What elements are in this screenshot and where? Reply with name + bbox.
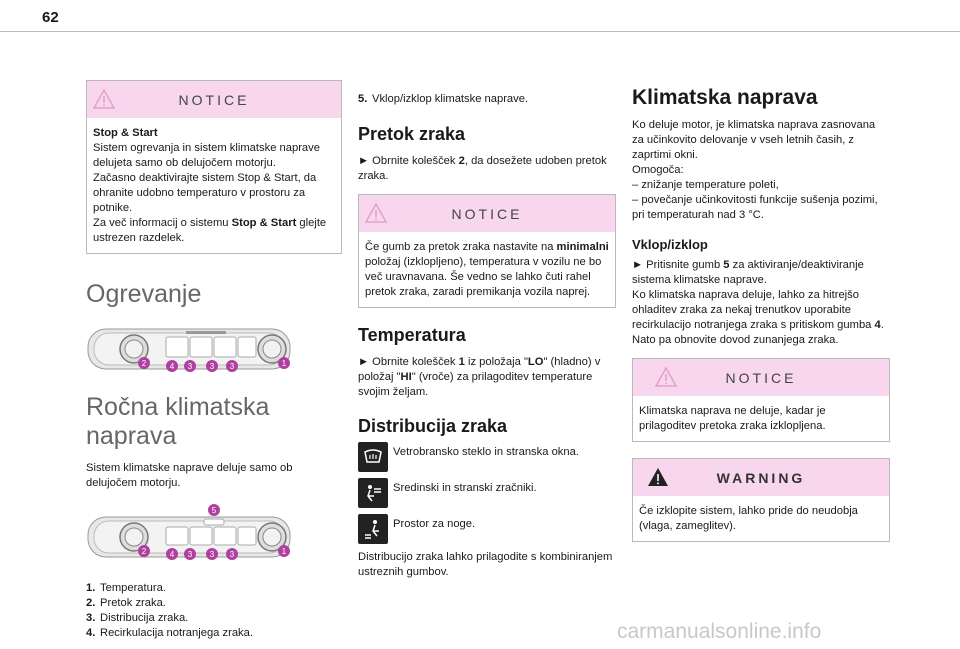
bullet-item: – znižanje temperature poleti,: [632, 179, 779, 191]
notice-text: Za več informacij o sistemu: [93, 217, 232, 229]
heading-klimatska-naprava: Klimatska naprava: [632, 86, 818, 109]
notice-box-stop-start: [86, 80, 342, 254]
notice-text: Sistem ogrevanja in sistem klimatske naprave delujeta samo ob delujočem motorju.: [93, 142, 320, 169]
vklop-text: ► Pritisnite gumb 5 za aktiviranje/deaktiviranje sistema klimatske naprave.: [632, 259, 864, 286]
heading-pretok-zraka: Pretok zraka: [358, 124, 466, 144]
notice-text-bold: Stop & Start: [231, 217, 297, 229]
distribution-text: Sredinski in stranski zračniki.: [393, 482, 537, 494]
warning-box: [632, 458, 890, 542]
bullet-item: – povečanje učinkovitosti funkcije sušenja pozimi, pri temperaturah nad 3 °C.: [632, 194, 878, 221]
callout-number: 3: [229, 550, 235, 559]
heading-distribucija-zraka: Distribucija zraka: [358, 416, 508, 436]
notice-label: NOTICE: [451, 205, 523, 222]
heading-temperatura: Temperatura: [358, 325, 466, 345]
notice-header: [87, 81, 341, 118]
callout-number: 3: [209, 550, 215, 559]
footwell-icon: [358, 514, 388, 544]
notice-header: [633, 359, 889, 396]
callout-number: 3: [209, 362, 215, 371]
column-2: [358, 80, 616, 580]
callout-number: 3: [187, 550, 193, 559]
notice-body: Klimatska naprava ne deluje, kadar je prilagoditev pretoka zraka izklopljena.: [639, 405, 826, 432]
warning-label: WARNING: [716, 469, 806, 486]
windscreen-icon: [358, 442, 388, 472]
center-vents-icon: [358, 478, 388, 508]
list-item: 1. Temperatura.: [86, 582, 166, 594]
page-number: 62: [42, 9, 59, 26]
klima-text: Ko deluje motor, je klimatska naprava zasnovana za učinkovito delovanje v vseh letnih časih, z zaprtimi okni.: [632, 119, 876, 161]
distribution-list: [358, 442, 616, 544]
watermark: carmanualsonline.info: [617, 620, 822, 643]
heading-vklop-izklop: Vklop/izklop: [632, 237, 708, 252]
omogoca-text: Omogoča:: [632, 164, 684, 176]
distribution-footer: Distribucijo zraka lahko prilagodite s kombiniranjem ustreznih gumbov.: [358, 551, 613, 578]
distribution-text: Vetrobransko steklo in stranska okna.: [393, 446, 579, 458]
distribution-item: [358, 442, 616, 472]
callout-number: 2: [141, 359, 147, 368]
warning-body: Če izklopite sistem, lahko pride do neudobja (vlaga, zameglitev).: [639, 505, 858, 532]
pretok-text: ► Obrnite kolešček 2, da dosežete udoben pretok zraka.: [358, 155, 607, 182]
notice-triangle-icon: [93, 89, 115, 109]
heading-ogrevanje: Ogrevanje: [86, 280, 202, 308]
warning-header: [633, 459, 889, 496]
notice-body: Če gumb za pretok zraka nastavite na minimalni položaj (izklopljeno), temperatura v vozilu ne bo več uravnavana. Še vedno se lahko čuti rahel pretok zraka, zaradi premikanja vozila naprej.: [365, 241, 609, 298]
vklop-text: Ko klimatska naprava deluje, lahko za hitrejšo ohladitev zraka za nekaj trenutkov uporabite recirkulacijo notranjega zraka s pritiskom gumba 4. Nato pa obnovite dovod zunanjega zraka.: [632, 289, 884, 346]
callout-number: 3: [187, 362, 193, 371]
top-divider: [0, 31, 960, 32]
list-item-5: 5. Vklop/izklop klimatske naprave.: [358, 93, 529, 105]
list-item: 2. Pretok zraka.: [86, 597, 166, 609]
callout-number: 4: [169, 362, 175, 371]
notice-label: NOTICE: [725, 369, 797, 386]
notice-body: [87, 118, 341, 253]
notice-text: Začasno deaktivirajte sistem Stop & Start, da ohranite udobno temperaturo v prostoru za potnike.: [93, 172, 317, 214]
callout-number: 4: [169, 550, 175, 559]
notice-triangle-icon: [655, 367, 677, 387]
notice-header: [359, 195, 615, 232]
temperatura-text: ► Obrnite kolešček 1 iz položaja "LO" (hladno) v položaj "HI" (vroče) za prilagoditev temperature svojim željam.: [358, 356, 601, 398]
list-item: 3. Distribucija zraka.: [86, 612, 189, 624]
distribution-item: [358, 478, 616, 508]
notice-box-pretok: [358, 194, 616, 308]
list-item: 4. Recirkulacija notranjega zraka.: [86, 627, 253, 639]
column-3: [632, 80, 890, 542]
distribution-item: [358, 514, 616, 544]
heating-control-panel-illustration: [86, 325, 292, 373]
callout-number: 5: [211, 506, 217, 515]
callout-number: 1: [281, 359, 287, 368]
notice-label: NOTICE: [178, 91, 250, 108]
warning-triangle-icon: [647, 467, 669, 487]
callout-number: 2: [141, 547, 147, 556]
legend-list: [86, 581, 342, 641]
distribution-text: Prostor za noge.: [393, 518, 476, 530]
notice-title: Stop & Start: [93, 127, 158, 139]
column-1: [86, 80, 342, 641]
manual-ac-panel-illustration: [86, 503, 292, 563]
callout-number: 1: [281, 547, 287, 556]
heading-rocna-klimatska-naprava: Ročna klimatska naprava: [86, 393, 270, 450]
notice-triangle-icon: [365, 203, 387, 223]
callout-number: 3: [229, 362, 235, 371]
rocna-intro-text: Sistem klimatske naprave deluje samo ob delujočem motorju.: [86, 462, 293, 489]
notice-box-klima: [632, 358, 890, 442]
notice-text: glejte ustrezen razdelek.: [93, 217, 327, 244]
